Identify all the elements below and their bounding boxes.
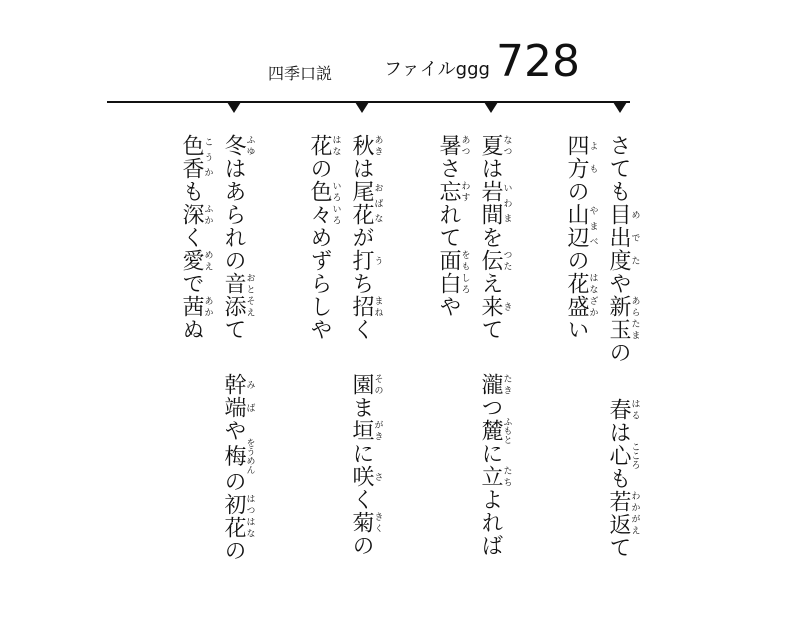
ruby-word xyxy=(179,134,213,180)
word-text: や xyxy=(436,295,461,318)
word-base: 色香 xyxy=(179,134,204,180)
word-text: は xyxy=(349,157,374,180)
word-text: で xyxy=(179,272,204,295)
furigana-reading: がき xyxy=(372,419,383,442)
ruby-word xyxy=(436,134,470,157)
verse-line xyxy=(605,134,640,364)
word-text: て xyxy=(221,318,246,341)
word-base: 咲 xyxy=(349,465,374,488)
word-base: 秋 xyxy=(349,134,374,157)
ruby-word xyxy=(221,295,255,318)
furigana-reading: はな xyxy=(244,516,255,539)
furigana-reading: はつ xyxy=(244,493,255,516)
verse-line xyxy=(605,398,640,559)
word-base: 来 xyxy=(478,295,503,318)
ruby-word xyxy=(349,295,383,318)
word-base: 垣 xyxy=(349,419,374,442)
verse-line xyxy=(477,373,512,557)
ruby-word xyxy=(179,249,213,272)
word-base: 目出度 xyxy=(606,203,631,272)
verse-line xyxy=(348,373,383,557)
word-base: 花 xyxy=(307,134,332,157)
word-text: い xyxy=(564,318,589,341)
verse-line xyxy=(220,373,255,562)
word-base: 忘 xyxy=(436,180,461,203)
word-base: 夏 xyxy=(478,134,503,157)
furigana-reading: おと xyxy=(244,272,255,295)
word-base: 打 xyxy=(349,249,374,272)
ruby-word xyxy=(606,442,640,469)
verse-line xyxy=(306,134,341,341)
furigana-reading: よも xyxy=(587,134,598,180)
ruby-word xyxy=(478,249,512,272)
ruby-word xyxy=(221,272,255,295)
word-text: を xyxy=(478,226,503,249)
word-text: え xyxy=(478,272,503,295)
word-base: 梅 xyxy=(221,438,246,474)
word-text: も xyxy=(179,180,204,203)
furigana-reading: みば xyxy=(244,373,255,419)
ruby-word xyxy=(478,373,512,396)
ruby-word xyxy=(478,295,512,318)
verse-line xyxy=(178,134,213,341)
word-base: 深 xyxy=(179,203,204,226)
word-base: 菊 xyxy=(349,511,374,534)
furigana-reading: いろいろ xyxy=(330,180,341,226)
word-text: さ xyxy=(436,157,461,180)
furigana-reading: やまべ xyxy=(587,203,598,249)
furigana-reading: あき xyxy=(372,134,383,157)
word-text: て xyxy=(606,536,631,559)
word-base: 山辺 xyxy=(564,203,589,249)
word-text: く xyxy=(349,318,374,341)
word-text: の xyxy=(564,180,589,203)
ruby-word xyxy=(436,180,470,203)
furigana-reading: はな xyxy=(330,134,341,157)
word-base: 立 xyxy=(478,465,503,488)
ruby-word xyxy=(349,180,383,226)
furigana-reading: う xyxy=(372,249,383,272)
word-text: つ xyxy=(478,396,503,419)
furigana-reading: さ xyxy=(372,465,383,488)
word-text: や xyxy=(221,419,246,442)
word-base: 冬 xyxy=(221,134,246,157)
word-text: く xyxy=(349,488,374,511)
word-base: 園 xyxy=(349,373,374,396)
word-text: は xyxy=(606,421,631,444)
verse-line xyxy=(348,134,383,341)
word-base: 麓 xyxy=(478,417,503,444)
ruby-word xyxy=(349,249,383,272)
ruby-word xyxy=(221,493,255,516)
word-text: の xyxy=(221,539,246,562)
ruby-word xyxy=(349,134,383,157)
ruby-word xyxy=(349,511,383,534)
furigana-reading: ふもと xyxy=(501,417,512,444)
ruby-word xyxy=(606,295,640,341)
word-text: れて xyxy=(436,203,461,249)
word-text: も xyxy=(606,467,631,490)
furigana-reading: あか xyxy=(202,295,213,318)
word-base: 添 xyxy=(221,295,246,318)
ruby-word xyxy=(349,373,383,396)
furigana-reading: こころ xyxy=(629,442,640,469)
word-base: 岩間 xyxy=(478,180,503,226)
document-title: 四季口説 xyxy=(268,64,333,83)
ruby-word xyxy=(478,465,512,488)
word-base: 音 xyxy=(221,272,246,295)
word-text: ま xyxy=(349,396,374,419)
word-base: 面白 xyxy=(436,249,461,295)
furigana-reading: おばな xyxy=(372,180,383,226)
word-text: の xyxy=(307,157,332,180)
ruby-word xyxy=(564,272,598,318)
word-text: の xyxy=(349,534,374,557)
file-label: ファイルggg xyxy=(384,59,490,80)
word-base: 若返 xyxy=(606,490,631,536)
furigana-reading: いわま xyxy=(501,180,512,226)
furigana-reading: たき xyxy=(501,373,512,396)
ruby-word xyxy=(221,373,255,419)
word-text: く xyxy=(179,226,204,249)
furigana-reading: きく xyxy=(372,511,383,534)
ruby-word xyxy=(307,180,341,226)
word-base: 暑 xyxy=(436,134,461,157)
furigana-reading: まね xyxy=(372,295,383,318)
word-text: さても xyxy=(606,134,631,203)
word-text: や xyxy=(606,272,631,295)
ruby-word xyxy=(179,295,213,318)
furigana-reading: つた xyxy=(501,249,512,272)
word-text: の xyxy=(221,470,246,493)
furigana-reading: めでた xyxy=(629,203,640,272)
word-base: 春 xyxy=(606,398,631,421)
ruby-word xyxy=(478,180,512,226)
ruby-word xyxy=(221,516,255,539)
furigana-reading: たち xyxy=(501,465,512,488)
word-base: 瀧 xyxy=(478,373,503,396)
word-text: よれば xyxy=(478,488,503,557)
word-text: ぬ xyxy=(179,318,204,341)
ruby-word xyxy=(564,134,598,180)
word-text: は xyxy=(478,157,503,180)
ruby-word xyxy=(606,203,640,272)
furigana-reading: あつ xyxy=(459,134,470,157)
furigana-reading: なつ xyxy=(501,134,512,157)
word-base: 茜 xyxy=(179,295,204,318)
ruby-word xyxy=(221,438,255,474)
ruby-word xyxy=(307,134,341,157)
ruby-word xyxy=(349,465,383,488)
ruby-word xyxy=(436,249,470,295)
file-number: 728 xyxy=(496,36,580,87)
word-text: て xyxy=(478,318,503,341)
furigana-reading: こうか xyxy=(202,134,213,180)
word-text: はあられの xyxy=(221,157,246,272)
word-text: の xyxy=(606,341,631,364)
stanza-marker-triangle-icon xyxy=(484,102,498,113)
stanza-marker-triangle-icon xyxy=(227,102,241,113)
word-base: 幹端 xyxy=(221,373,246,419)
word-text: が xyxy=(349,226,374,249)
ruby-word xyxy=(179,203,213,226)
ruby-word xyxy=(564,203,598,249)
verse-line xyxy=(435,134,470,318)
word-text: めずらしや xyxy=(307,226,332,341)
furigana-reading: はなざか xyxy=(587,272,598,318)
stanza-marker-triangle-icon xyxy=(613,102,627,113)
ruby-word xyxy=(606,490,640,536)
word-base: 招 xyxy=(349,295,374,318)
ruby-word xyxy=(221,134,255,157)
ruby-word xyxy=(478,134,512,157)
furigana-reading: わす xyxy=(459,180,470,203)
word-text: の xyxy=(564,249,589,272)
furigana-reading: ふゆ xyxy=(244,134,255,157)
ruby-word xyxy=(349,419,383,442)
furigana-reading: その xyxy=(372,373,383,396)
furigana-reading: をうめん xyxy=(244,438,255,474)
word-base: 伝 xyxy=(478,249,503,272)
furigana-reading: めえ xyxy=(202,249,213,272)
word-base: 新玉 xyxy=(606,295,631,341)
word-text: に xyxy=(349,442,374,465)
word-base: 花盛 xyxy=(564,272,589,318)
verse-line xyxy=(477,134,512,341)
furigana-reading: そえ xyxy=(244,295,255,318)
ruby-word xyxy=(478,417,512,444)
word-text: ち xyxy=(349,272,374,295)
furigana-reading: をもしろ xyxy=(459,249,470,295)
furigana-reading: わかがえ xyxy=(629,490,640,536)
word-base: 愛 xyxy=(179,249,204,272)
furigana-reading: あらたま xyxy=(629,295,640,341)
word-base: 四方 xyxy=(564,134,589,180)
furigana-reading: き xyxy=(501,295,512,318)
word-base: 尾花 xyxy=(349,180,374,226)
furigana-reading: はる xyxy=(629,398,640,421)
word-base: 色々 xyxy=(307,180,332,226)
word-base: 初 xyxy=(221,493,246,516)
word-base: 花 xyxy=(221,516,246,539)
stanza-marker-triangle-icon xyxy=(355,102,369,113)
ruby-word xyxy=(606,398,640,421)
verse-line xyxy=(220,134,255,341)
word-text: に xyxy=(478,442,503,465)
verse-line xyxy=(563,134,598,341)
word-base: 心 xyxy=(606,442,631,469)
furigana-reading: ふか xyxy=(202,203,213,226)
